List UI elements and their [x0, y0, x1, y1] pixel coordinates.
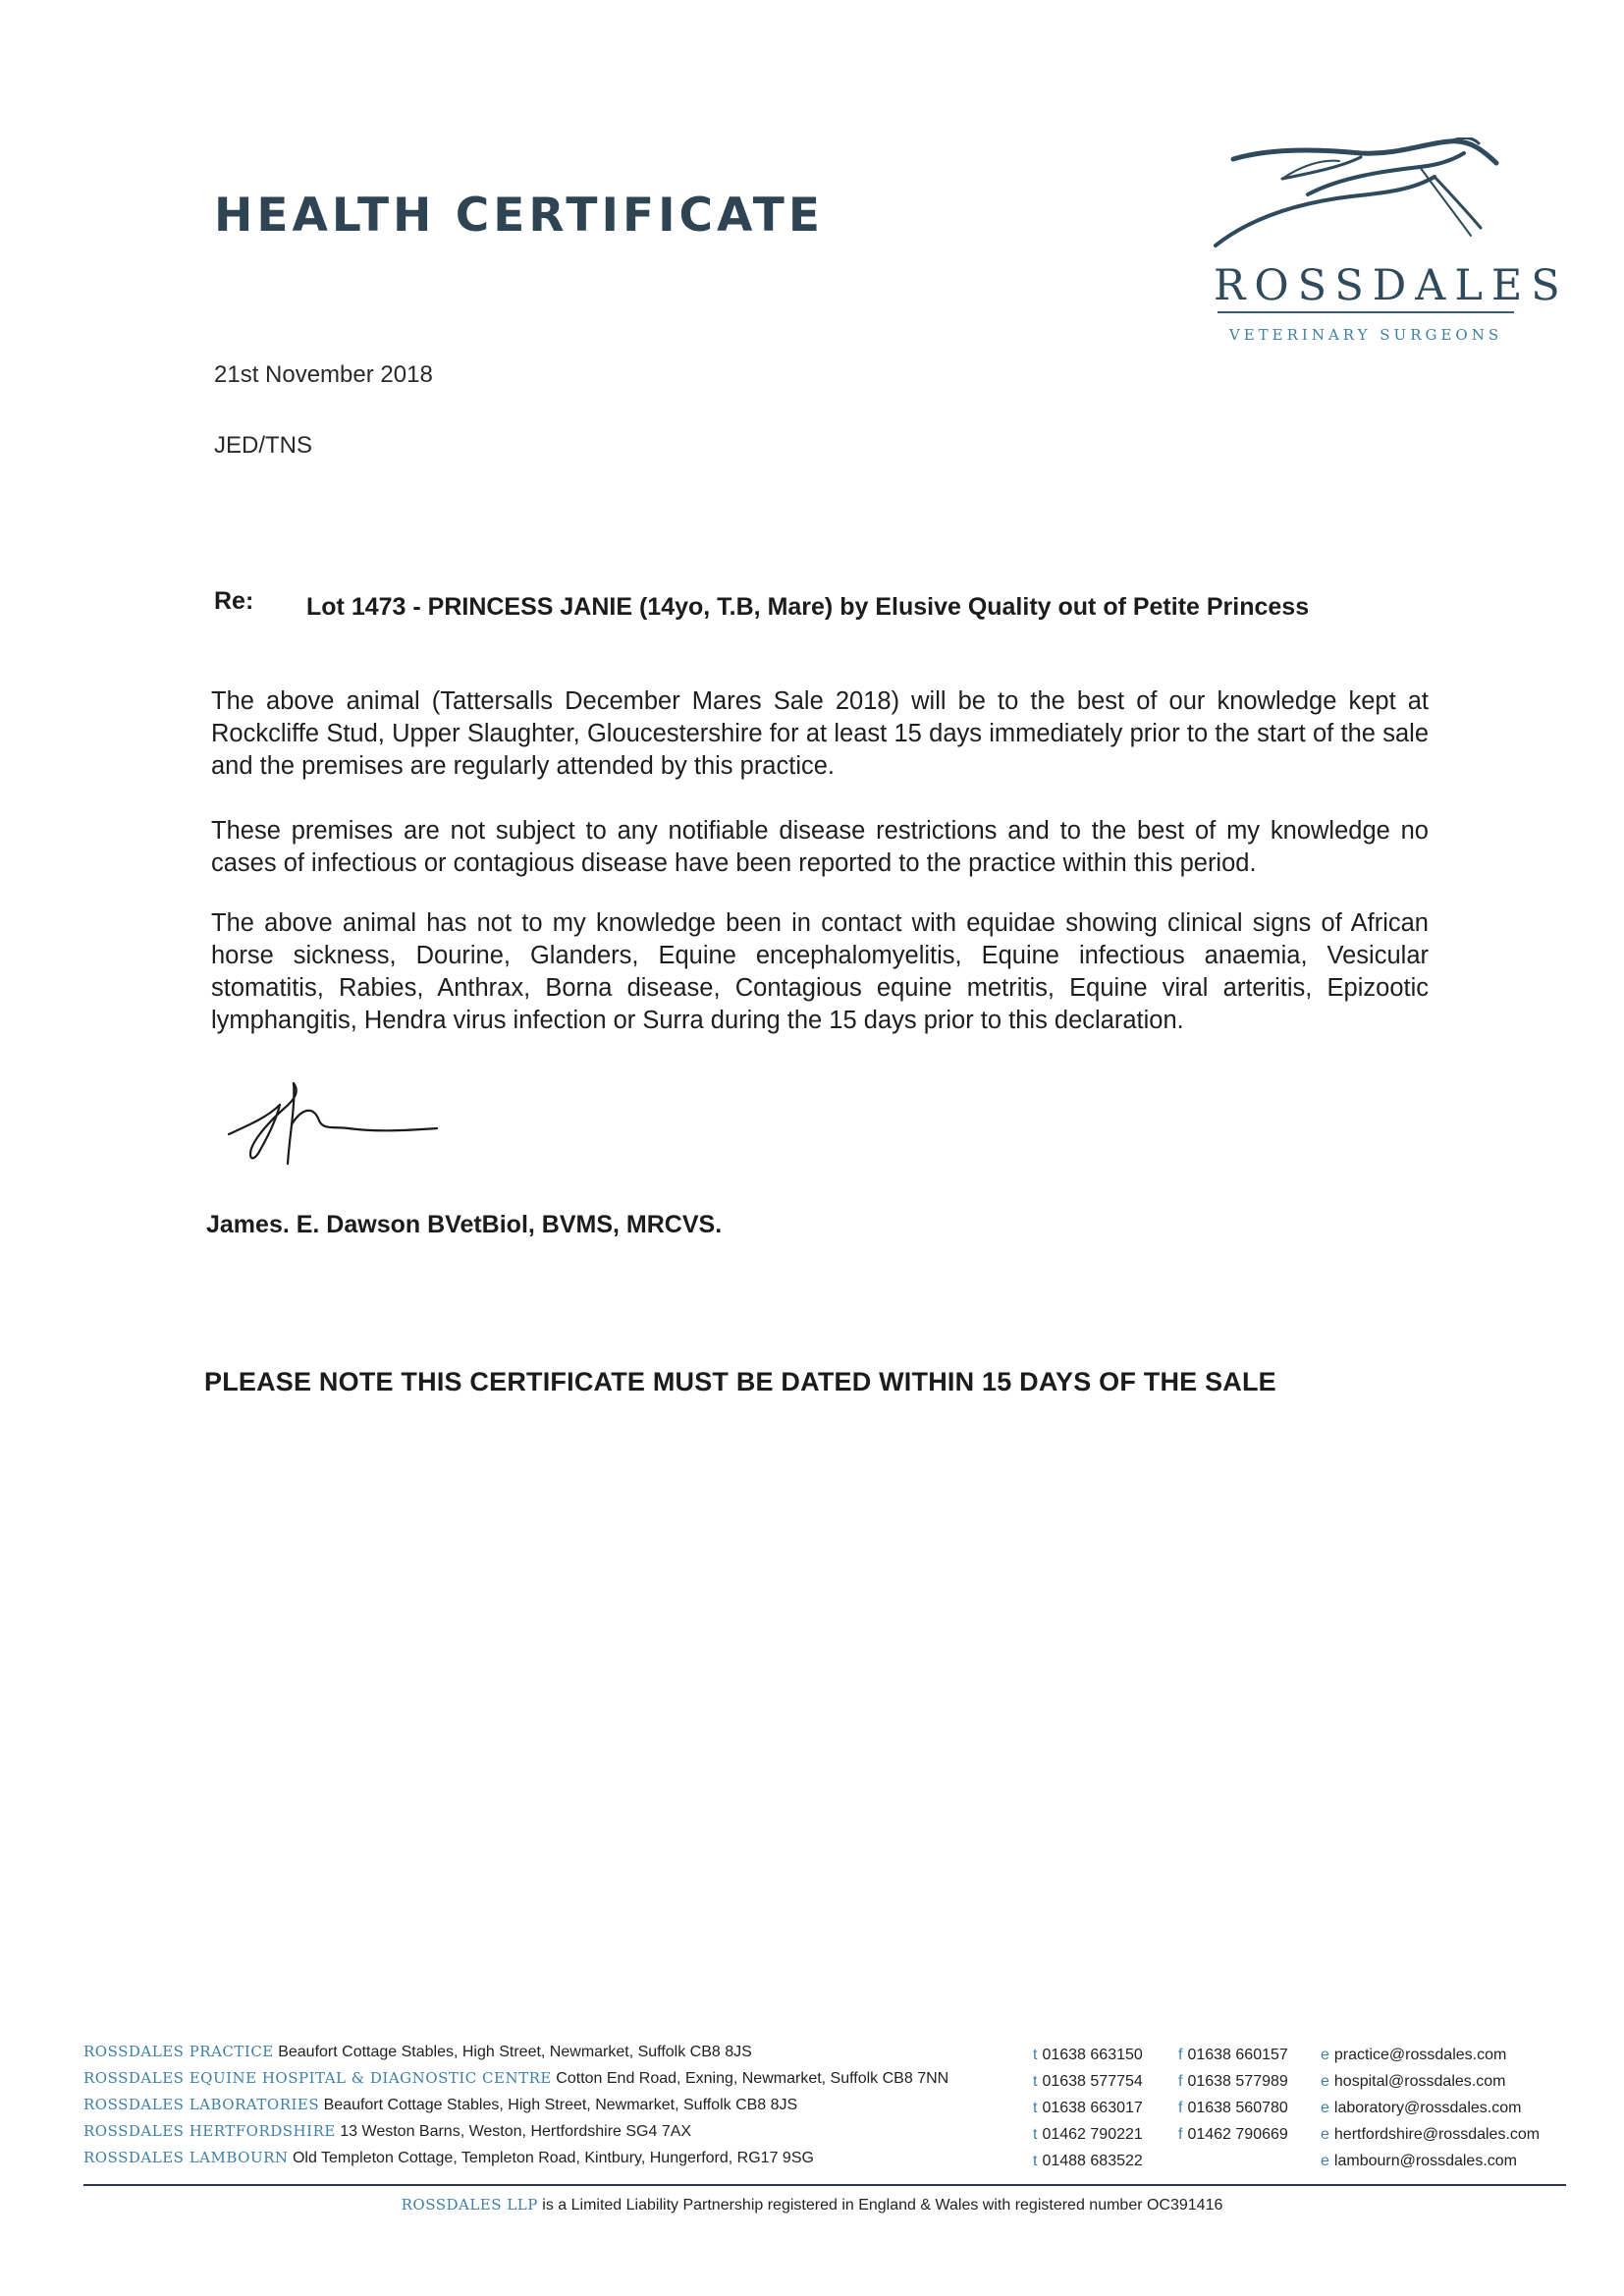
site-address: Beaufort Cottage Stables, High Street, Newmarket, Suffolk CB8 8JS — [323, 2097, 798, 2113]
paragraph-2: These premises are not subject to any notifiable disease restrictions and to the best of my knowledge no cases of infectious or contagious disease have been reported to the practice within this period. — [211, 817, 1429, 877]
footer-fax: f 01638 560780 — [1178, 2100, 1288, 2116]
footer-fax: f 01638 660157 — [1178, 2047, 1288, 2063]
site-name: ROSSDALES EQUINE HOSPITAL & DIAGNOSTIC CENTRE — [83, 2069, 552, 2087]
site-address: Beaufort Cottage Stables, High Street, Newmarket, Suffolk CB8 8JS — [278, 2044, 752, 2060]
site-address: 13 Weston Barns, Weston, Hertfordshire SG4 7AX — [340, 2123, 692, 2140]
letter-reference: JED/TNS — [214, 432, 313, 459]
site-address: Old Templeton Cottage, Templeton Road, Kintbury, Hungerford, RG17 9SG — [292, 2150, 814, 2166]
paragraph-3: The above animal has not to my knowledge been in contact with equidae showing clinical signs of African horse sickness, Dourine, Glanders, Equine encephalomyelitis, Equine infectious anaemia, Vesicular stomatitis, Rabies, Anthrax, Borna disease, Contagious equine metritis, Equine viral arteritis, Epizootic lymphangitis, Hendra virus infection or Surra during the 15 days prior to this declaration. — [211, 909, 1429, 1034]
footer-email: e practice@rossdales.com — [1321, 2047, 1507, 2063]
footer-site — [83, 2149, 814, 2167]
site-name: ROSSDALES LABORATORIES — [83, 2096, 320, 2113]
logo-wordmark: ROSSDALES — [1214, 261, 1569, 310]
footer-site — [83, 2096, 797, 2114]
footer-fax: f 01638 577989 — [1178, 2073, 1288, 2090]
llp-name: ROSSDALES LLP — [401, 2196, 538, 2214]
footer-site — [83, 2122, 691, 2141]
re-subject: Lot 1473 - PRINCESS JANIE (14yo, T.B, Mare) by Elusive Quality out of Petite Princess — [306, 593, 1310, 621]
certificate-note: PLEASE NOTE THIS CERTIFICATE MUST BE DATED WITHIN 15 DAYS OF THE SALE — [204, 1367, 1276, 1396]
logo-subtitle: VETERINARY SURGEONS — [1228, 326, 1503, 344]
logo-divider — [1218, 311, 1514, 313]
site-name: ROSSDALES PRACTICE — [83, 2043, 274, 2060]
footer-email: e hertfordshire@rossdales.com — [1321, 2126, 1541, 2143]
llp-statement — [0, 2196, 1624, 2214]
footer-telephone: t 01462 790221 — [1033, 2126, 1143, 2143]
footer-email: e laboratory@rossdales.com — [1321, 2100, 1522, 2116]
footer-telephone: t 01638 663017 — [1033, 2100, 1143, 2116]
signature-mark — [221, 1066, 457, 1174]
site-address: Cotton End Road, Exning, Newmarket, Suffolk CB8 7NN — [556, 2070, 949, 2087]
footer-site — [83, 2043, 752, 2061]
footer-telephone: t 01638 577754 — [1033, 2073, 1143, 2090]
re-label: Re: — [214, 587, 254, 615]
llp-text: is a Limited Liability Partnership registered in England & Wales with registered number OC391416 — [542, 2197, 1223, 2214]
footer-email: e hospital@rossdales.com — [1321, 2073, 1506, 2090]
site-name: ROSSDALES LAMBOURN — [83, 2149, 289, 2166]
letter-date: 21st November 2018 — [214, 361, 433, 388]
signatory-name: James. E. Dawson BVetBiol, BVMS, MRCVS. — [206, 1211, 723, 1238]
page-title: HEALTH CERTIFICATE — [214, 189, 824, 243]
footer-email: e lambourn@rossdales.com — [1321, 2153, 1517, 2169]
footer-site — [83, 2069, 948, 2088]
site-name: ROSSDALES HERTFORDSHIRE — [83, 2122, 336, 2140]
horse-logo-icon — [1214, 137, 1518, 255]
footer-fax: f 01462 790669 — [1178, 2126, 1288, 2143]
footer-divider — [83, 2184, 1566, 2186]
footer-telephone: t 01638 663150 — [1033, 2047, 1143, 2063]
company-logo — [1214, 137, 1569, 354]
paragraph-1: The above animal (Tattersalls December Mares Sale 2018) will be to the best of our knowledge kept at Rockcliffe Stud, Upper Slaughter, Gloucestershire for at least 15 days immediately prior to the start of the sale and the premises are regularly attended by this practice. — [211, 687, 1429, 780]
footer-telephone: t 01488 683522 — [1033, 2153, 1143, 2169]
